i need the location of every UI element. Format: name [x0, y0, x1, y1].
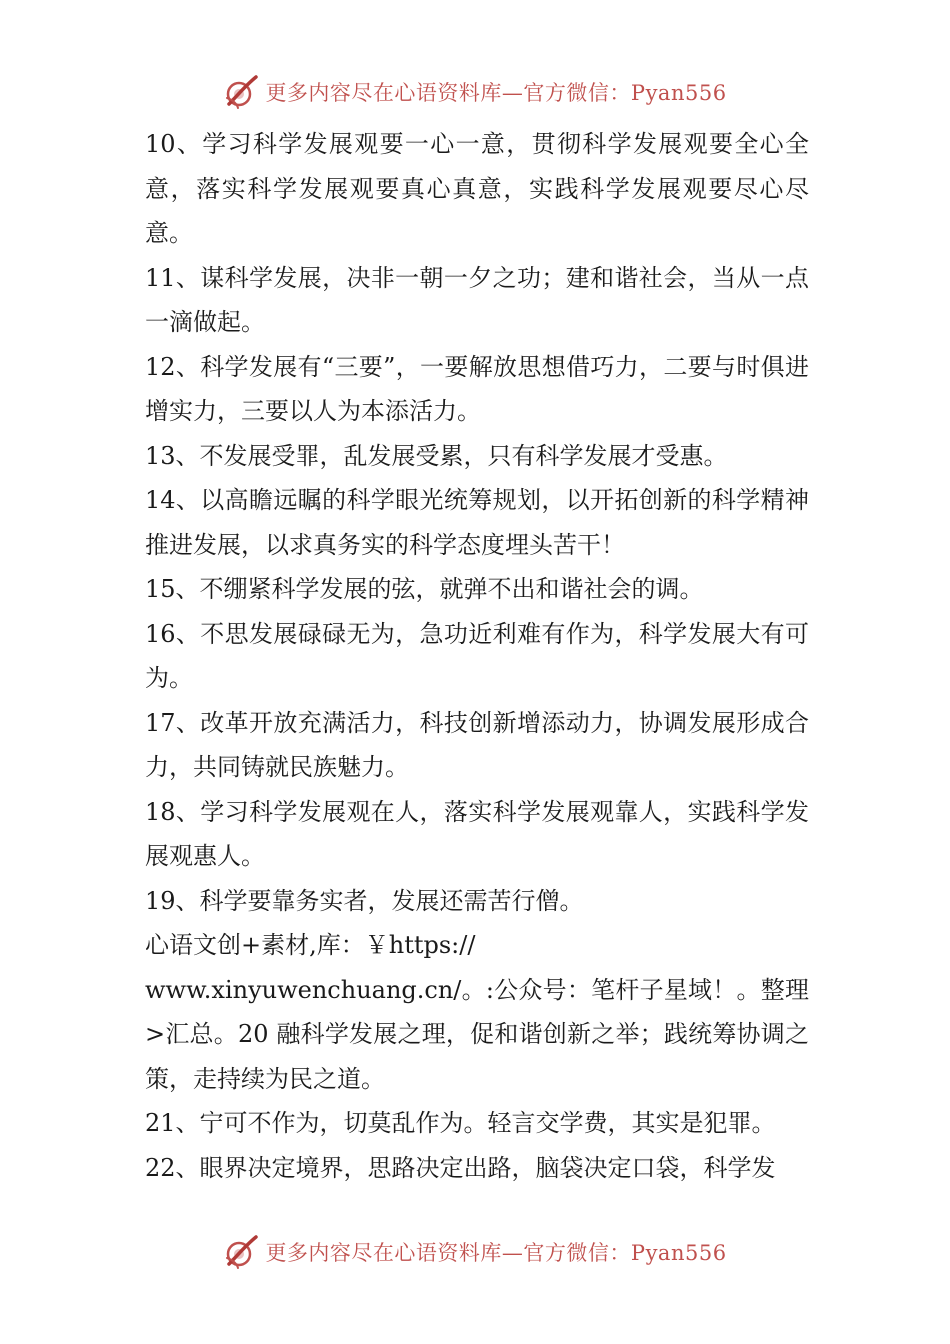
- footer-watermark: [0, 1232, 950, 1272]
- paragraph-15: 15、不绷紧科学发展的弦，就弹不出和谐社会的调。: [145, 575, 704, 603]
- calligraphy-logo-icon: [223, 1234, 259, 1270]
- header-watermark-text: 更多内容尽在心语资料库—官方微信：Pyan556: [265, 81, 727, 105]
- paragraph-21: 21、宁可不作为，切莫乱作为。轻言交学费，其实是犯罪。: [145, 1109, 776, 1137]
- footer-watermark-text: 更多内容尽在心语资料库—官方微信：Pyan556: [265, 1241, 727, 1265]
- header-watermark: [0, 72, 950, 112]
- paragraph-12: 12、科学发展有“三要”，一要解放思想借巧力，二要与时俱进增实力，三要以人为本添活力。: [145, 352, 809, 425]
- paragraph-20: www.xinyuwenchuang.cn/。:公众号：笔杆子星域！。整理>汇总。20 融科学发展之理，促和谐创新之举；践统筹协调之策，走持续为民之道。: [145, 975, 809, 1093]
- paragraph-14: 14、以高瞻远瞩的科学眼光统筹规划，以开拓创新的科学精神推进发展，以求真务实的科学态度埋头苦干！: [145, 486, 809, 559]
- calligraphy-logo-icon: [223, 74, 259, 110]
- paragraph-18: 18、学习科学发展观在人，落实科学发展观靠人，实践科学发展观惠人。: [145, 797, 809, 870]
- paragraph-11: 11、谋科学发展，决非一朝一夕之功；建和谐社会，当从一点一滴做起。: [145, 263, 809, 336]
- document-body: [145, 122, 809, 1190]
- paragraph-10: 10、学习科学发展观要一心一意，贯彻科学发展观要全心全意，落实科学发展观要真心真意，实践科学发展观要尽心尽意。: [145, 130, 809, 247]
- source-line: 心语文创+素材,库：￥https://: [145, 931, 476, 959]
- paragraph-22: 22、眼界决定境界，思路决定出路，脑袋决定口袋，科学发: [145, 1153, 776, 1182]
- paragraph-16: 16、不思发展碌碌无为，急功近利难有作为，科学发展大有可为。: [145, 619, 809, 692]
- paragraph-19: 19、科学要靠务实者，发展还需苦行僧。: [145, 886, 584, 915]
- paragraph-13: 13、不发展受罪，乱发展受累，只有科学发展才受惠。: [145, 441, 728, 470]
- paragraph-17: 17、改革开放充满活力，科技创新增添动力，协调发展形成合力，共同铸就民族魅力。: [145, 708, 809, 781]
